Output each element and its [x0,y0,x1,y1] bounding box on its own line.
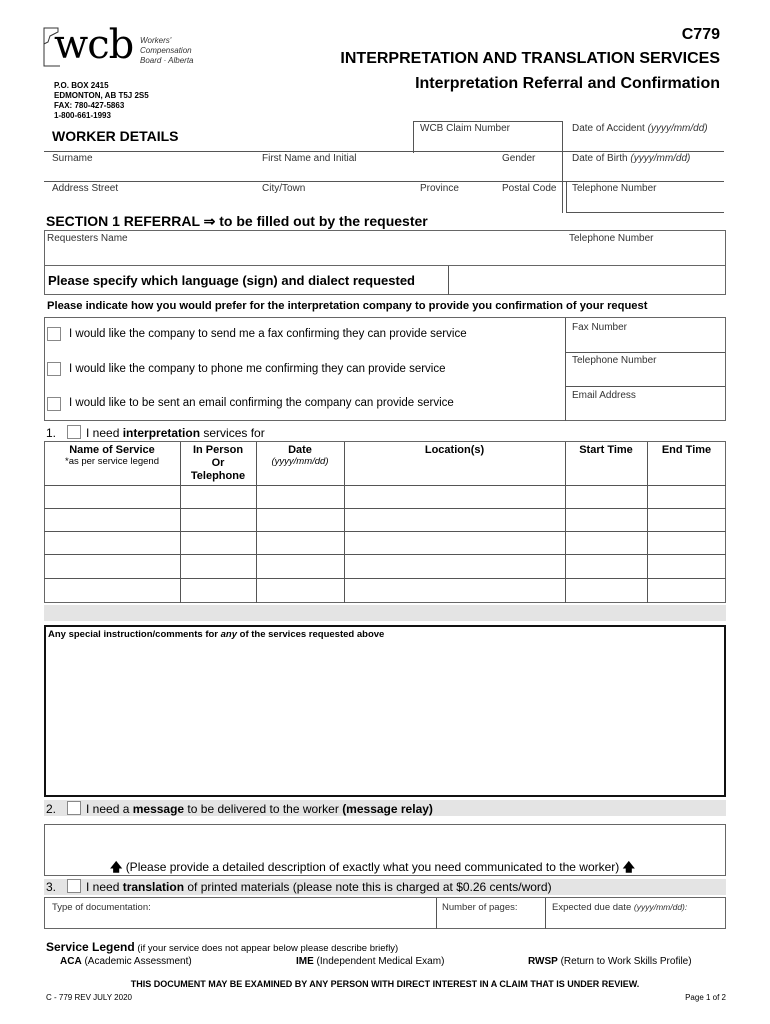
confirmation-instruction: Please indicate how you would prefer for the interpretation company to provide you confirmation of your request [47,300,648,312]
item3-number: 3. [46,880,57,894]
gender-label: Gender [502,153,536,164]
interpretation-checkbox[interactable] [67,425,81,439]
col-start-time: Start Time [579,444,633,456]
col-date: Date (yyyy/mm/dd) [271,444,329,467]
legend-rwsp: RWSP (Return to Work Skills Profile) [528,956,692,967]
item3-label: I need translation of printed materials (please note this is charged at $0.26 cents/word) [86,880,552,894]
shaded-separator [44,605,726,621]
claim-number-label: WCB Claim Number [420,123,511,134]
email-confirm-label: I would like to be sent an email confirming the company can provide service [69,397,454,409]
service-legend: Service Legend (if your service does not appear below please describe briefly) [46,940,399,954]
legend-aca: ACA (Academic Assessment) [60,956,192,967]
page-number: Page 1 of 2 [685,993,726,1002]
email-confirm-checkbox[interactable] [47,397,61,411]
address-block [54,81,149,121]
item2-label: I need a message to be delivered to the worker (message relay) [86,802,433,816]
worker-details-heading: WORKER DETAILS [52,128,179,144]
phone-confirm-label: I would like the company to phone me confirming they can provide service [69,363,446,375]
translation-checkbox[interactable] [67,879,81,893]
postal-label: Postal Code [502,183,557,194]
number-of-pages-label: Number of pages: [442,902,518,913]
footer-notice: THIS DOCUMENT MAY BE EXAMINED BY ANY PERSON WITH DIRECT INTEREST IN A CLAIM THAT IS UNDER REVIEW. [130,979,640,989]
telephone-label: Telephone Number [572,183,657,194]
legend-ime: IME (Independent Medical Exam) [296,956,445,967]
fax-line: FAX: 780-427-5863 [54,101,125,110]
special-instructions-label: Any special instruction/comments for any of the services requested above [48,629,385,640]
table-row[interactable] [45,555,725,578]
form-title: INTERPRETATION AND TRANSLATION SERVICES [340,50,720,67]
revision-label: C - 779 REV JULY 2020 [46,993,132,1002]
col-end-time: End Time [661,444,712,456]
fax-confirm-checkbox[interactable] [47,327,61,341]
logo-sub2: Compensation [140,46,192,55]
email-address-label: Email Address [572,390,636,401]
first-name-label: First Name and Initial [262,153,357,164]
date-of-accident-label: Date of Accident (yyyy/mm/dd) [572,123,708,134]
section1-heading: SECTION 1 REFERRAL ⇒ to be filled out by the requester [46,213,428,229]
phone-confirm-checkbox[interactable] [47,362,61,376]
wcb-logo [40,22,205,70]
form-code: C779 [681,26,720,43]
table-row[interactable] [45,579,725,602]
due-date-label: Expected due date (yyyy/mm/dd): [552,902,688,913]
message-relay-checkbox[interactable] [67,801,81,815]
item1-label: I need interpretation services for [86,426,265,440]
item2-number: 2. [46,802,57,816]
logo-sub3: Board · Alberta [140,56,194,65]
table-row[interactable] [45,509,725,531]
table-row[interactable] [45,486,725,508]
logo-text: wcb [54,22,134,68]
logo-sub1: Workers' [140,36,172,45]
language-label: Please specify which language (sign) and dialect requested [48,273,415,288]
item1-number: 1. [46,426,57,440]
address-line2: EDMONTON, AB T5J 2S5 [54,91,149,100]
city-label: City/Town [262,183,306,194]
arrow-up-icon: 🡅 [622,860,635,874]
special-instructions-box[interactable] [44,625,726,797]
fax-number-label: Fax Number [572,322,628,333]
col-name-of-service: Name of Service *as per service legend [65,444,159,467]
dob-label: Date of Birth (yyyy/mm/dd) [572,153,691,164]
address-label: Address Street [52,183,119,194]
province-label: Province [420,183,459,194]
col-in-person: In Person Or Telephone [190,444,246,482]
address-line1: P.O. BOX 2415 [54,81,109,90]
message-note: 🡅 (Please provide a detailed description of exactly what you need communicated to the worker) 🡅 [110,860,635,874]
requesters-name-label: Requesters Name [47,233,128,244]
arrow-up-icon: 🡅 [110,860,123,874]
requester-telephone-label: Telephone Number [569,233,654,244]
col-location: Location(s) [424,444,485,456]
phone-number-label: Telephone Number [572,355,657,366]
surname-label: Surname [52,153,93,164]
fax-confirm-label: I would like the company to send me a fax confirming they can provide service [69,328,467,340]
table-row[interactable] [45,532,725,554]
form-subtitle: Interpretation Referral and Confirmation [415,75,720,92]
type-documentation-label: Type of documentation: [52,902,151,913]
phone-line: 1-800-661-1993 [54,111,111,120]
